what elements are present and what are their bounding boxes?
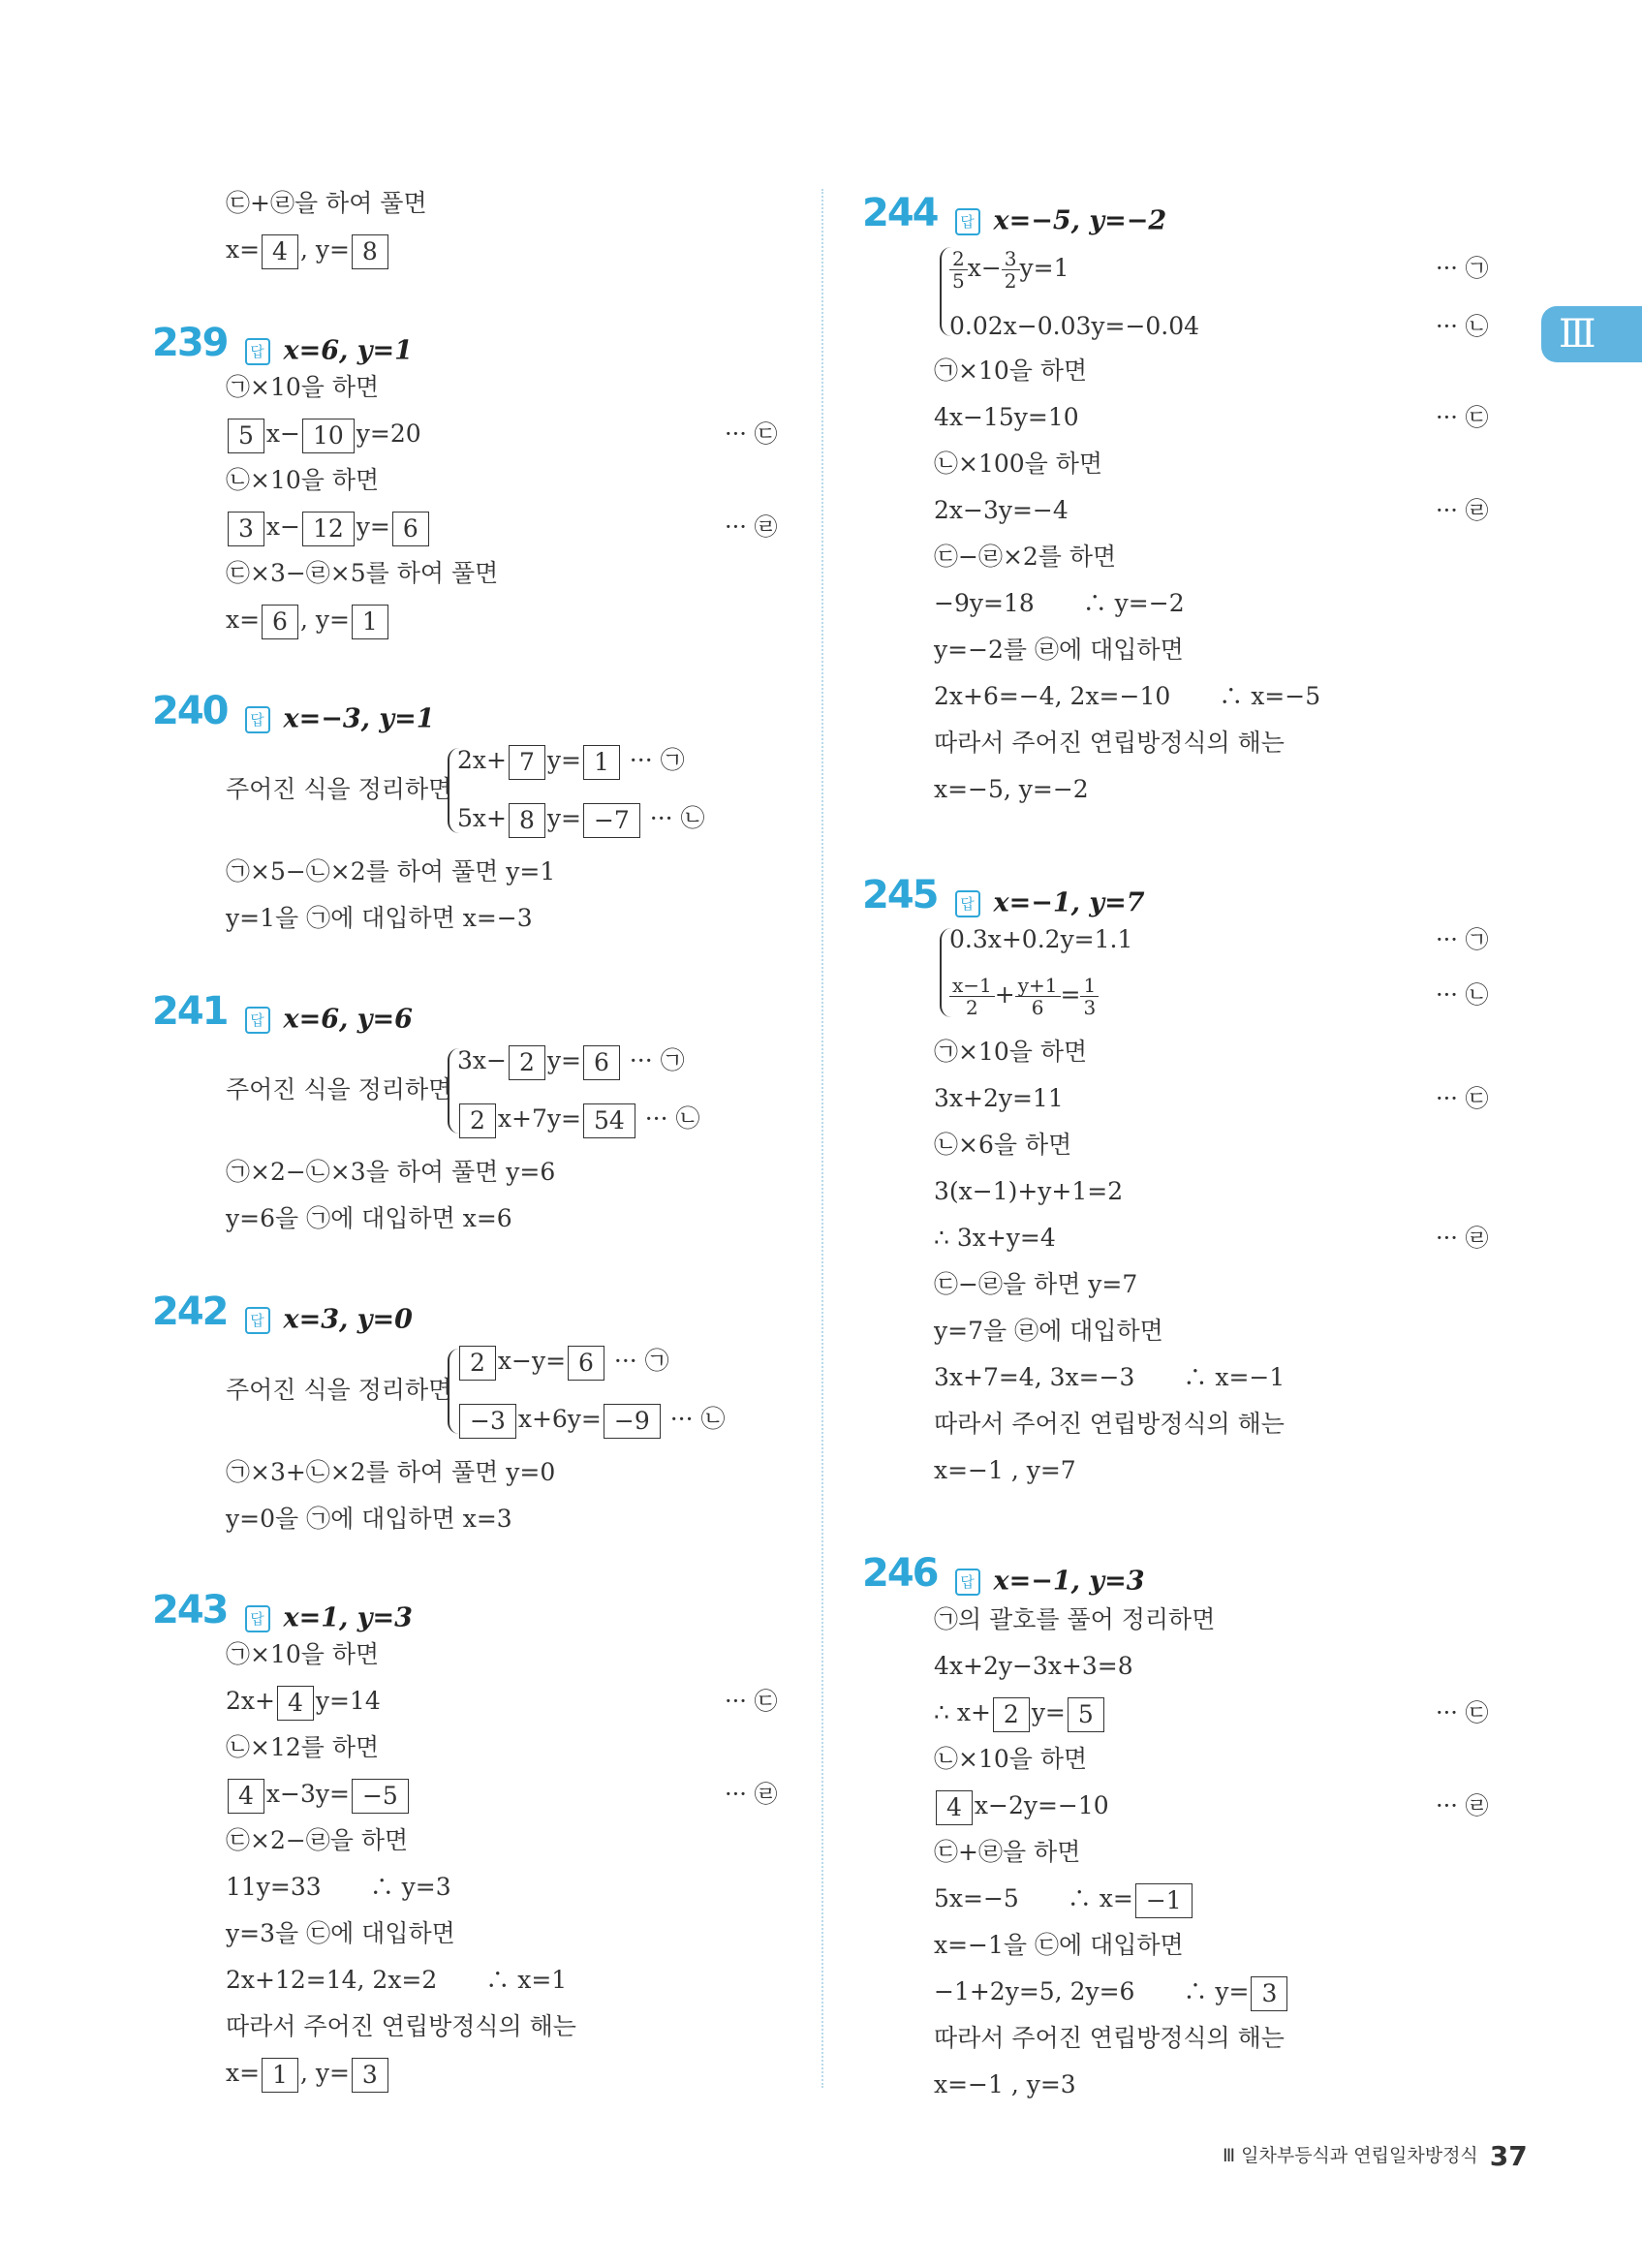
problem-answer: x=−1, y=7 bbox=[993, 887, 1145, 918]
problem-246-header bbox=[862, 1550, 1145, 1597]
answer-box: 2 bbox=[459, 1346, 496, 1381]
chapter-side-tab[interactable]: Ⅲ bbox=[1541, 306, 1642, 362]
p243-line-3: ㉡×12를 하면 bbox=[226, 1733, 380, 1761]
p245-line-5: ∴ 3x+y=4 bbox=[934, 1224, 1056, 1252]
problem-answer: x=−5, y=−2 bbox=[993, 205, 1167, 236]
problem-answer: x=1, y=3 bbox=[283, 1602, 413, 1633]
p242-system-eq-2: −3 x+6y= −9 ··· ㉡ bbox=[457, 1400, 726, 1439]
problem-number: 242 bbox=[152, 1289, 228, 1334]
p238-line-2: x= 4 , y= 8 bbox=[226, 231, 390, 269]
problem-244-header bbox=[862, 190, 1166, 236]
answer-box: 3 bbox=[228, 512, 264, 546]
answer-box: 6 bbox=[392, 512, 429, 546]
p241-system-eq-2: 2 x+7y= 54 ··· ㉡ bbox=[457, 1100, 700, 1138]
problem-number: 241 bbox=[152, 989, 228, 1034]
p239-line-1: ㉠×10을 하면 bbox=[226, 373, 380, 401]
equation-tag: ··· ㉣ bbox=[725, 513, 778, 541]
equation-tag: ··· ㉢ bbox=[1436, 1699, 1489, 1726]
p245-line-10: x=−1 , y=7 bbox=[934, 1456, 1076, 1484]
p241-lead: 주어진 식을 정리하면 bbox=[226, 1075, 452, 1103]
answer-box: 12 bbox=[302, 512, 355, 546]
page-footer bbox=[1223, 2136, 1528, 2175]
p239-line-4: 3 x− 12 y= 6 bbox=[226, 508, 431, 546]
p245-system-eq-2: $\frac{x-1}{2}$ + $\frac{y+1}{6}$ = $\frac{1}{3}$ bbox=[949, 971, 1099, 1019]
p245-line-1: ㉠×10을 하면 bbox=[934, 1038, 1088, 1066]
answer-box: 1 bbox=[583, 745, 620, 780]
answer-box: 7 bbox=[509, 745, 545, 780]
p238-line-1: ㉢+㉣을 하여 풀면 bbox=[226, 189, 427, 217]
p244-line-10: x=−5, y=−2 bbox=[934, 775, 1089, 803]
answer-badge: 답 bbox=[245, 338, 270, 365]
p244-line-3: ㉡×100을 하면 bbox=[934, 450, 1103, 478]
problem-answer: x=−1, y=3 bbox=[993, 1566, 1145, 1597]
p242-system-eq-1: 2 x−y= 6 ··· ㉠ bbox=[457, 1342, 669, 1381]
fraction: $\frac{y+1}{6}$ bbox=[1015, 975, 1061, 1018]
answer-badge: 답 bbox=[955, 208, 980, 235]
equation-tag: ··· ㉢ bbox=[725, 1688, 778, 1715]
answer-badge: 답 bbox=[245, 1007, 270, 1034]
p241-line-1: ㉠×2−㉡×3을 하여 풀면 y=6 bbox=[226, 1158, 556, 1186]
answer-box: 3 bbox=[1251, 1976, 1287, 2011]
p245-line-7: y=7을 ㉣에 대입하면 bbox=[934, 1317, 1163, 1345]
p240-system-eq-2: 5x+ 8 y= −7 ··· ㉡ bbox=[457, 799, 705, 838]
answer-badge: 답 bbox=[245, 1307, 270, 1334]
equation-tag: ··· ㉣ bbox=[725, 1781, 778, 1808]
p244-line-4: 2x−3y=−4 bbox=[934, 496, 1069, 524]
p241-system-eq-1: 3x− 2 y= 6 ··· ㉠ bbox=[457, 1041, 685, 1080]
equation-tag: ··· ㉠ bbox=[1436, 926, 1489, 953]
equation-tag: ··· ㉢ bbox=[1436, 404, 1489, 431]
answer-box: 4 bbox=[262, 234, 298, 269]
answer-box: 3 bbox=[352, 2058, 388, 2093]
answer-box: −1 bbox=[1135, 1883, 1193, 1918]
answer-box: −7 bbox=[583, 803, 640, 838]
p243-line-8: 2x+12=14, 2x=2 ∴ x=1 bbox=[226, 1966, 568, 1994]
answer-badge: 답 bbox=[245, 1605, 270, 1632]
problem-number: 244 bbox=[862, 191, 938, 235]
equation-tag: ··· ㉢ bbox=[1436, 1085, 1489, 1112]
problem-number: 245 bbox=[862, 873, 938, 917]
problem-answer: x=6, y=1 bbox=[283, 335, 413, 366]
answer-box: 6 bbox=[262, 605, 298, 639]
problem-241-header bbox=[152, 988, 413, 1035]
p242-lead: 주어진 식을 정리하면 bbox=[226, 1376, 452, 1404]
answer-box: 6 bbox=[583, 1045, 620, 1080]
p246-line-2: 4x+2y−3x+3=8 bbox=[934, 1652, 1133, 1680]
answer-box: 2 bbox=[459, 1103, 496, 1138]
equation-tag: ··· ㉠ bbox=[1436, 255, 1489, 282]
p240-lead: 주어진 식을 정리하면 bbox=[226, 775, 452, 803]
p242-line-1: ㉠×3+㉡×2를 하여 풀면 y=0 bbox=[226, 1458, 556, 1486]
answer-box: 5 bbox=[1068, 1697, 1104, 1732]
p244-line-6: −9y=18 ∴ y=−2 bbox=[934, 589, 1185, 617]
equation-tag: ··· ㉡ bbox=[1436, 981, 1489, 1009]
answer-box: 8 bbox=[509, 803, 545, 838]
p245-line-8: 3x+7=4, 3x=−3 ∴ x=−1 bbox=[934, 1363, 1286, 1391]
problem-answer: x=3, y=0 bbox=[283, 1304, 413, 1335]
answer-box: −3 bbox=[459, 1404, 516, 1439]
p239-line-3: ㉡×10을 하면 bbox=[226, 466, 380, 494]
column-divider bbox=[821, 189, 823, 2088]
p243-line-2: 2x+ 4 y=14 bbox=[226, 1682, 381, 1721]
p243-line-9: 따라서 주어진 연립방정식의 해는 bbox=[226, 2012, 576, 2040]
problem-243-header bbox=[152, 1587, 413, 1633]
p244-system-eq-2: 0.02x−0.03y=−0.04 bbox=[949, 312, 1200, 340]
fraction: $\frac{x-1}{2}$ bbox=[949, 975, 995, 1018]
p246-line-8: x=−1을 ㉢에 대입하면 bbox=[934, 1931, 1184, 1959]
p243-line-7: y=3을 ㉢에 대입하면 bbox=[226, 1919, 455, 1947]
p239-line-2: 5 x− 10 y=20 bbox=[226, 415, 421, 453]
p245-line-4: 3(x−1)+y+1=2 bbox=[934, 1177, 1124, 1205]
answer-box: 4 bbox=[228, 1779, 264, 1814]
p245-line-9: 따라서 주어진 연립방정식의 해는 bbox=[934, 1410, 1285, 1438]
p246-line-11: x=−1 , y=3 bbox=[934, 2070, 1076, 2098]
answer-box: 4 bbox=[936, 1790, 973, 1825]
p240-line-1: ㉠×5−㉡×2를 하여 풀면 y=1 bbox=[226, 857, 556, 885]
p246-line-9: −1+2y=5, 2y=6 ∴ y= 3 bbox=[934, 1973, 1289, 2011]
p243-line-10: x= 1 , y= 3 bbox=[226, 2054, 390, 2093]
footer-chapter: Ⅲ 일차부등식과 연립일차방정식 bbox=[1223, 2145, 1478, 2166]
answer-box: 4 bbox=[277, 1686, 314, 1721]
p246-line-6: ㉢+㉣을 하면 bbox=[934, 1838, 1081, 1866]
answer-box: 1 bbox=[262, 2058, 298, 2093]
p244-line-1: ㉠×10을 하면 bbox=[934, 357, 1088, 385]
equation-tag: ··· ㉣ bbox=[1436, 1792, 1489, 1819]
p242-line-2: y=0을 ㉠에 대입하면 x=3 bbox=[226, 1505, 512, 1533]
answer-box: −5 bbox=[352, 1779, 409, 1814]
problem-answer: x=6, y=6 bbox=[283, 1004, 413, 1035]
answer-box: 6 bbox=[568, 1346, 604, 1381]
p246-line-5: 4 x−2y=−10 bbox=[934, 1786, 1109, 1825]
p246-line-10: 따라서 주어진 연립방정식의 해는 bbox=[934, 2024, 1285, 2052]
answer-box: −9 bbox=[604, 1404, 661, 1439]
p246-line-4: ㉡×10을 하면 bbox=[934, 1745, 1088, 1773]
problem-245-header bbox=[862, 872, 1145, 918]
p244-line-7: y=−2를 ㉣에 대입하면 bbox=[934, 636, 1184, 664]
p244-line-5: ㉢−㉣×2를 하면 bbox=[934, 543, 1117, 571]
problem-number: 246 bbox=[862, 1551, 938, 1596]
equation-tag: ··· ㉢ bbox=[725, 420, 778, 448]
answer-box: 10 bbox=[302, 419, 355, 453]
p243-line-1: ㉠×10을 하면 bbox=[226, 1640, 380, 1668]
p239-line-6: x= 6 , y= 1 bbox=[226, 601, 390, 639]
p243-line-5: ㉢×2−㉣을 하면 bbox=[226, 1826, 409, 1854]
equation-tag: ··· ㉣ bbox=[1436, 497, 1489, 524]
p245-line-2: 3x+2y=11 bbox=[934, 1084, 1064, 1112]
problem-240-header bbox=[152, 688, 435, 734]
problem-239-header bbox=[152, 320, 413, 366]
answer-box: 5 bbox=[228, 419, 264, 453]
answer-badge: 답 bbox=[955, 1569, 980, 1596]
p245-line-6: ㉢−㉣을 하면 y=7 bbox=[934, 1270, 1138, 1298]
page-number: 37 bbox=[1489, 2139, 1528, 2172]
p244-line-9: 따라서 주어진 연립방정식의 해는 bbox=[934, 729, 1285, 757]
p243-line-4: 4 x−3y= −5 bbox=[226, 1775, 411, 1814]
p246-line-7: 5x=−5 ∴ x= −1 bbox=[934, 1880, 1194, 1918]
answer-badge: 답 bbox=[955, 890, 980, 917]
answer-box: 54 bbox=[583, 1103, 635, 1138]
p244-line-2: 4x−15y=10 bbox=[934, 403, 1079, 431]
equation-tag: ··· ㉣ bbox=[1436, 1225, 1489, 1252]
p241-line-2: y=6을 ㉠에 대입하면 x=6 bbox=[226, 1204, 512, 1232]
p243-line-6: 11y=33 ∴ y=3 bbox=[226, 1873, 451, 1901]
answer-box: 1 bbox=[352, 605, 388, 639]
p246-line-3: ∴ x+ 2 y= 5 bbox=[934, 1693, 1106, 1732]
p240-line-2: y=1을 ㉠에 대입하면 x=−3 bbox=[226, 904, 533, 932]
problem-number: 240 bbox=[152, 689, 228, 733]
p246-line-1: ㉠의 괄호를 풀어 정리하면 bbox=[934, 1605, 1216, 1633]
problem-answer: x=−3, y=1 bbox=[283, 703, 435, 734]
p245-system-eq-1: 0.3x+0.2y=1.1 bbox=[949, 925, 1133, 953]
fraction: $\frac{2}{5}$ bbox=[949, 248, 968, 292]
answer-box: 2 bbox=[509, 1045, 545, 1080]
answer-badge: 답 bbox=[245, 706, 270, 733]
problem-number: 239 bbox=[152, 321, 228, 365]
fraction: $\frac{1}{3}$ bbox=[1080, 975, 1099, 1018]
p244-system-eq-1: $\frac{2}{5}$ x− $\frac{3}{2}$ y=1 bbox=[949, 244, 1069, 293]
p239-line-5: ㉢×3−㉣×5를 하여 풀면 bbox=[226, 559, 499, 587]
p240-system-eq-1: 2x+ 7 y= 1 ··· ㉠ bbox=[457, 741, 685, 780]
problem-242-header bbox=[152, 1289, 413, 1335]
equation-tag: ··· ㉡ bbox=[1436, 313, 1489, 340]
p245-line-3: ㉡×6을 하면 bbox=[934, 1131, 1072, 1159]
answer-box: 8 bbox=[352, 234, 388, 269]
p244-line-8: 2x+6=−4, 2x=−10 ∴ x=−5 bbox=[934, 682, 1321, 710]
answer-box: 2 bbox=[993, 1697, 1030, 1732]
problem-number: 243 bbox=[152, 1588, 228, 1632]
fraction: $\frac{3}{2}$ bbox=[1002, 248, 1020, 292]
